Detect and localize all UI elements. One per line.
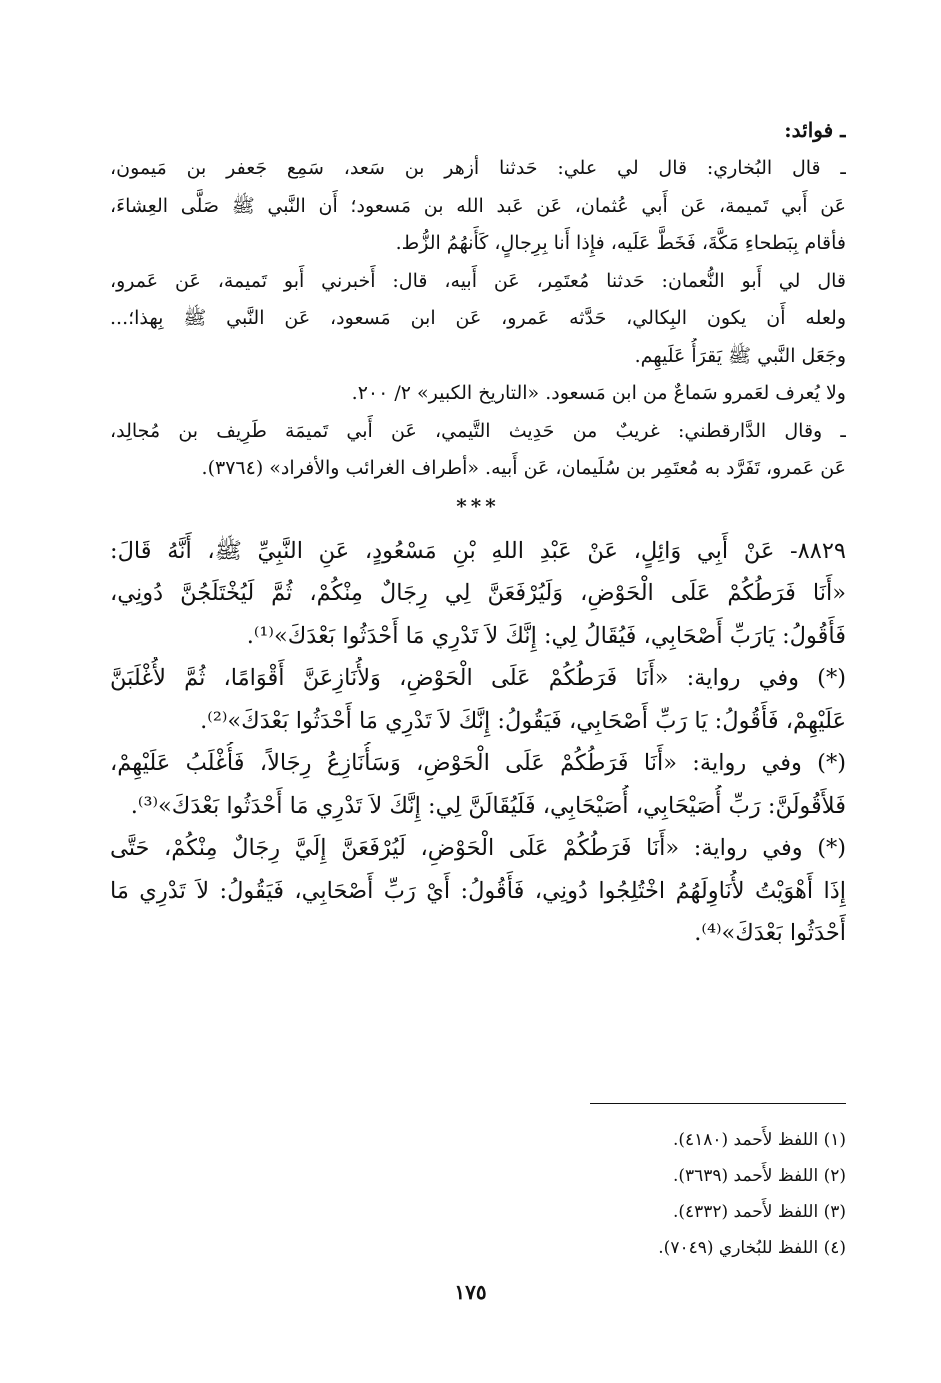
hadith-line: ٨٨٢٩- عَنْ أَبِي وَائِلٍ، عَنْ عَبْدِ اللهِ بْنِ مَسْعُودٍ، عَنِ النَّبِيِّ ﷺ، أَنَّهُ قَالَ: [110, 537, 846, 564]
note-line: ولعله أَن يكون البِكالي، حَدَّثه عَمرو، عَن ابن مَسعود، عَن النَّبي ﷺ بِهذا؛... [110, 307, 846, 329]
hadith-block [110, 530, 846, 955]
hadith-line: (*) وفي رواية: «أَنَا فَرَطُكُمْ عَلَى الْحَوْضِ، وَلأُنَازِعَنَّ أَقْوَامًا، ثُمَّ لأُغْلَبَنَّ [110, 665, 846, 691]
note-line: ـ وقال الدَّارقطني: غريبٌ من حَدِيث التَّيمي، عَن أَبي تَميمَة طَرِيف بن مُجالِد، [110, 419, 846, 442]
note-line: عَن عَمرو، تَفَرَّد به مُعتَمِر بن سُلَيمان، عَن أَبيه. «أطراف الغرائب والأفراد» (٣٧٦٤). [201, 457, 846, 479]
hadith-line: أَحْدَثُوا بَعْدَكَ»⁽⁴⁾. [694, 920, 846, 946]
footnote: (١) اللفظ لأَحمد (٤١٨٠). [672, 1130, 846, 1150]
hadith-line: إِذَا أَهْوَيْتُ لأُنَاوِلَهُمُ اخْتُلِجُوا دُونِي، فَأَقُولُ: أَيْ رَبِّ أَصْحَابِي، فَيَقُولُ: لاَ تَدْرِي مَا [110, 877, 846, 904]
footnote: (٢) اللفظ لأَحمد (٣٦٣٩). [672, 1166, 846, 1186]
note-line: قال لي أَبو النُّعمان: حَدثنا مُعتَمِر، عَن أَبيه، قال: أَخبرني أَبو تَميمة، عَن عَمرو، [110, 269, 846, 292]
note-line: وجَعَل النَّبي ﷺ يَقرَأُ عَلَيهِم. [634, 344, 846, 367]
hadith-line: فَلأَقُولَنَّ: رَبِّ أُصَيْحَابِي، أُصَيْحَابِي، فَلَيُقَالَنَّ لِي: إِنَّكَ لاَ تَدْرِي مَا أَحْدَثُوا بَعْدَكَ»⁽³⁾. [130, 792, 846, 819]
footnotes [110, 1122, 846, 1266]
hadith-line: «أَنَا فَرَطُكُمْ عَلَى الْحَوْضِ، وَلَيُرْفَعَنَّ لِي رِجَالٌ مِنْكُمْ، ثُمَّ لَيُخْتَلَجُنَّ دُونِي، [110, 580, 846, 606]
page-number: ١٧٥ [454, 1280, 487, 1304]
note-line: فأقام بِبَطحاءِ مَكَّةَ، فَخَطَّ عَلَيه، فإِذا أَنا بِرِجالٍ، كَأَنهُمُ الزُّط. [395, 232, 846, 254]
hadith-line: (*) وفي رواية: «أَنَا فَرَطُكُمْ عَلَى الْحَوْضِ، وَسَأُنَازِعُ رِجَالاً، فَأُغْلَبُ عَلَيْهِمْ، [110, 750, 846, 776]
section-heading: ـ فوائد: [784, 118, 846, 142]
note-line: عَن أَبي تَميمة، عَن أَبي عُثمان، عَن عَبد الله بن مَسعود؛ أَن النَّبي ﷺ صَلَّى العِشاءَ، [110, 194, 846, 217]
footnote-divider [590, 1103, 846, 1104]
notes-block [110, 150, 846, 488]
page-body [110, 110, 846, 955]
note-line: ولا يُعرف لعَمرو سَماعٌ من ابن مَسعود. «التاريخ الكبير» ٢/ ٢٠٠. [351, 382, 846, 404]
hadith-line: (*) وفي رواية: «أَنَا فَرَطُكُمْ عَلَى الْحَوْضِ، لَيُرْفَعَنَّ إِلَيَّ رِجَالٌ مِنْكُمْ، حَتَّى [110, 835, 846, 861]
section-separator: *** [456, 493, 500, 518]
hadith-line: فَأَقُولُ: يَارَبِّ أَصْحَابِي، فَيُقَالُ لِي: إِنَّكَ لاَ تَدْرِي مَا أَحْدَثُوا بَعْدَكَ»⁽¹⁾. [246, 622, 846, 649]
note-line: ـ قال البُخاري: قال لي علي: حَدثنا أزهر بن سَعد، سَمِع جَعفر بن مَيمون، [110, 157, 846, 179]
footnote: (٣) اللفظ لأَحمد (٤٣٣٢). [672, 1202, 846, 1222]
footnote: (٤) اللفظ للبُخاري (٧٠٤٩). [658, 1238, 846, 1258]
hadith-line: عَلَيْهِمْ، فَأَقُولُ: يَا رَبِّ أَصْحَابِي، فَيَقُولُ: إِنَّكَ لاَ تَدْرِي مَا أَحْدَثُوا بَعْدَكَ»⁽²⁾. [200, 707, 846, 734]
